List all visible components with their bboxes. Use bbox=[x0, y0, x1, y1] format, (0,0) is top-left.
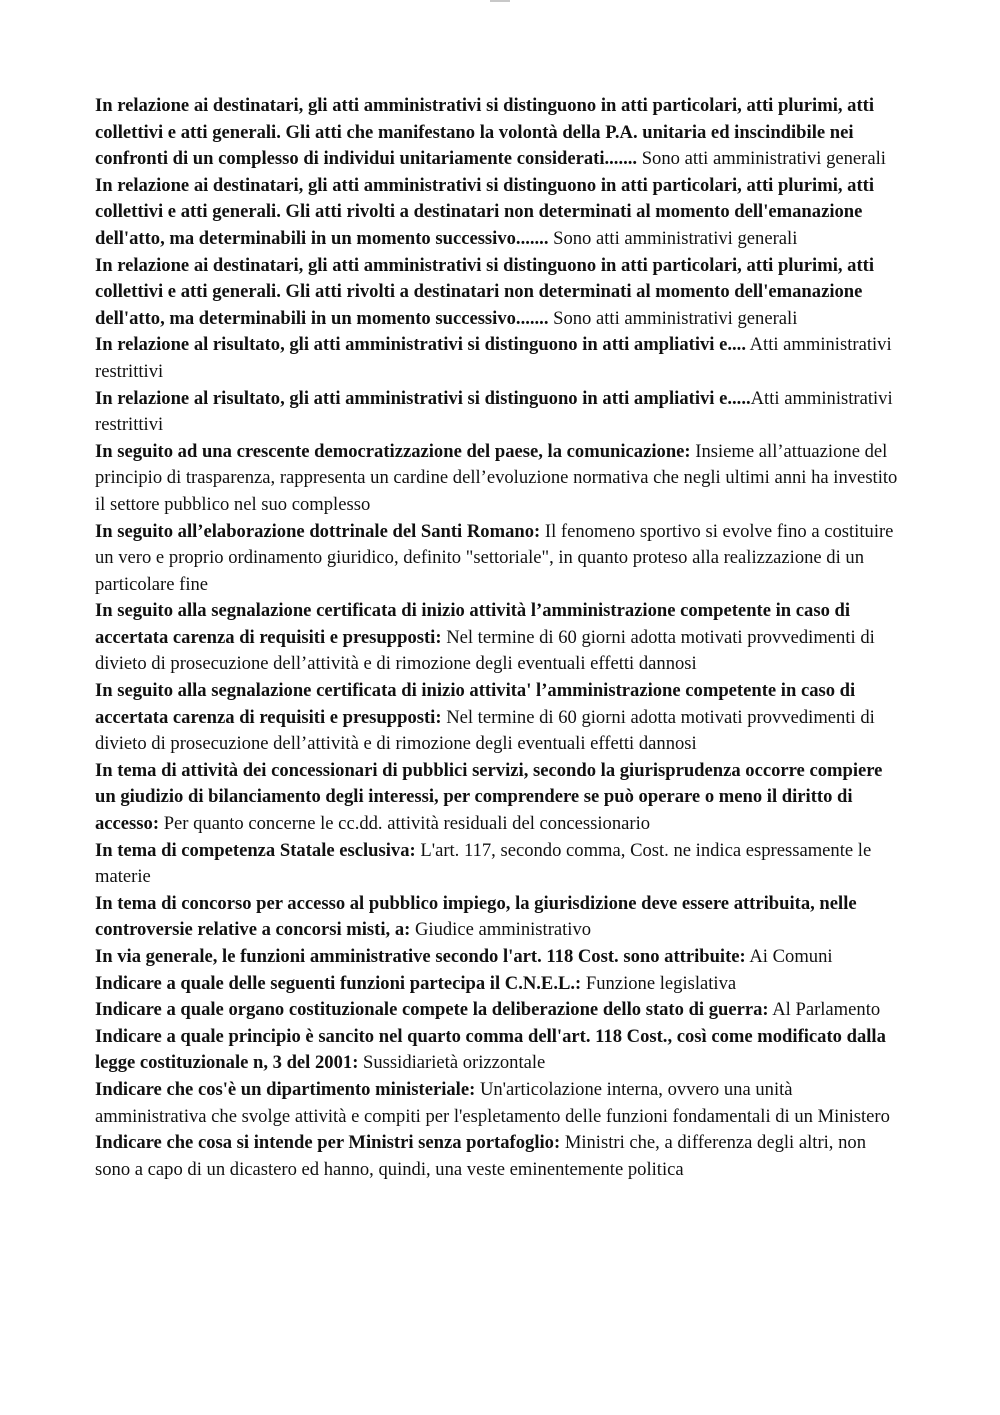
question-text: In seguito alla segnalazione certificata di inizio attività l’amministrazione competente in caso di accertata carenza di requisiti e presupposti: bbox=[95, 600, 851, 648]
qa-entry-10 bbox=[95, 758, 905, 838]
qa-entry-7 bbox=[95, 519, 905, 599]
qa-entry-6 bbox=[95, 439, 905, 519]
question-text: In tema di attività dei concessionari di pubblici servizi, secondo la giurisprudenza occorre compiere un giudizio di bilanciamento degli interessi, per comprendere se può operare o meno il diritto di accesso: bbox=[95, 759, 883, 835]
question-text: In via generale, le funzioni amministrative secondo l'art. 118 Cost. sono attribuite: bbox=[95, 946, 746, 967]
qa-entry-1 bbox=[95, 93, 905, 173]
question-text: In relazione ai destinatari, gli atti amministrativi si distinguono in atti particolari, atti plurimi, atti collettivi e atti generali. Gli atti che manifestano la volontà della P.A. unitaria ed inscindibile nei confronti di un complesso di individui unitariamente considerati....... bbox=[95, 95, 875, 170]
question-text: Indicare che cos'è un dipartimento ministeriale: bbox=[95, 1078, 476, 1100]
answer-text: Nel termine di 60 giorni adotta motivati provvedimenti di divieto di prosecuzione dell’attività e di rimozione degli eventuali effetti dannosi bbox=[95, 706, 875, 755]
question-text: Indicare a quale delle seguenti funzioni partecipa il C.N.E.L.: bbox=[95, 972, 582, 994]
question-text: In relazione ai destinatari, gli atti amministrativi si distinguono in atti particolari, atti plurimi, atti collettivi e atti generali. Gli atti rivolti a destinatari non determinati al momento dell'emanazione dell'atto, ma determinabili in un momento successivo....... bbox=[95, 174, 875, 249]
qa-entry-13 bbox=[95, 944, 905, 971]
answer-text: Il fenomeno sportivo si evolve fino a costituire un vero e proprio ordinamento giuridico, definito "settoriale", in quanto proteso alla realizzazione di un particolare fine bbox=[95, 520, 894, 595]
answer-text: Al Parlamento bbox=[772, 999, 881, 1021]
question-text: In relazione al risultato, gli atti amministrativi si distinguono in atti ampliativi e..... bbox=[95, 387, 751, 409]
answer-text: Atti amministrativi restrittivi bbox=[95, 334, 892, 382]
question-text: In tema di concorso per accesso al pubblico impiego, la giurisdizione deve essere attribuita, nelle controversie relative a concorsi misti, a: bbox=[95, 892, 857, 941]
qa-entry-15 bbox=[95, 997, 905, 1024]
answer-text: Sono atti amministrativi generali bbox=[641, 148, 886, 170]
answer-text: Funzione legislativa bbox=[585, 972, 737, 994]
question-text: Indicare a quale organo costituzionale compete la deliberazione dello stato di guerra: bbox=[95, 999, 769, 1021]
question-text: In seguito alla segnalazione certificata di inizio attivita' l’amministrazione competente in caso di accertata carenza di requisiti e presupposti: bbox=[95, 680, 856, 728]
answer-text: Nel termine di 60 giorni adotta motivati provvedimenti di divieto di prosecuzione dell’attività e di rimozione degli eventuali effetti dannosi bbox=[95, 626, 875, 675]
question-text: In seguito ad una crescente democratizzazione del paese, la comunicazione: bbox=[95, 440, 691, 462]
qa-entry-9 bbox=[95, 678, 905, 758]
qa-entry-3 bbox=[95, 253, 905, 333]
answer-text: Insieme all’attuazione del principio di trasparenza, rappresenta un cardine dell’evoluzione normativa che negli ultimi anni ha investito il settore pubblico nel suo complesso bbox=[95, 440, 898, 515]
answer-text: Ai Comuni bbox=[749, 946, 833, 967]
answer-text: Sussidiarietà orizzontale bbox=[363, 1052, 546, 1074]
question-text: Indicare a quale principio è sancito nel quarto comma dell'art. 118 Cost., così come modificato dalla legge costituzionale n, 3 del 2001: bbox=[95, 1025, 886, 1074]
qa-entry-18 bbox=[95, 1130, 905, 1183]
qa-entry-16 bbox=[95, 1024, 905, 1077]
qa-entry-4 bbox=[95, 332, 905, 385]
answer-text: Sono atti amministrativi generali bbox=[553, 227, 798, 249]
answer-text: L'art. 117, secondo comma, Cost. ne indica espressamente le materie bbox=[95, 839, 872, 888]
answer-text: Per quanto concerne le cc.dd. attività residuali del concessionario bbox=[163, 813, 651, 835]
qa-entry-17 bbox=[95, 1077, 905, 1130]
document-page bbox=[95, 93, 905, 1183]
question-text: Indicare che cosa si intende per Ministri senza portafoglio: bbox=[95, 1132, 561, 1154]
page-header-mark bbox=[490, 0, 510, 2]
answer-text: Sono atti amministrativi generali bbox=[553, 307, 798, 329]
answer-text: Un'articolazione interna, ovvero una unità amministrativa che svolge attività e compiti per l'espletamento delle funzioni fondamentali di un Ministero bbox=[95, 1078, 890, 1127]
answer-text: Atti amministrativi restrittivi bbox=[95, 387, 893, 436]
question-text: In tema di competenza Statale esclusiva: bbox=[95, 839, 416, 861]
question-text: In relazione ai destinatari, gli atti amministrativi si distinguono in atti particolari, atti plurimi, atti collettivi e atti generali. Gli atti rivolti a destinatari non determinati al momento dell'emanazione dell'atto, ma determinabili in un momento successivo....... bbox=[95, 254, 875, 329]
qa-entry-2 bbox=[95, 173, 905, 253]
answer-text: Giudice amministrativo bbox=[414, 919, 592, 941]
qa-entry-11 bbox=[95, 838, 905, 891]
qa-entry-8 bbox=[95, 598, 905, 678]
question-text: In relazione al risultato, gli atti amministrativi si distinguono in atti ampliativi e.... bbox=[95, 334, 746, 356]
qa-entry-5 bbox=[95, 386, 905, 439]
qa-entry-14 bbox=[95, 971, 905, 998]
qa-entry-12 bbox=[95, 891, 905, 944]
answer-text: Ministri che, a differenza degli altri, non sono a capo di un dicastero ed hanno, quindi, una veste eminentemente politica bbox=[95, 1132, 866, 1180]
question-text: In seguito all’elaborazione dottrinale del Santi Romano: bbox=[95, 520, 541, 542]
